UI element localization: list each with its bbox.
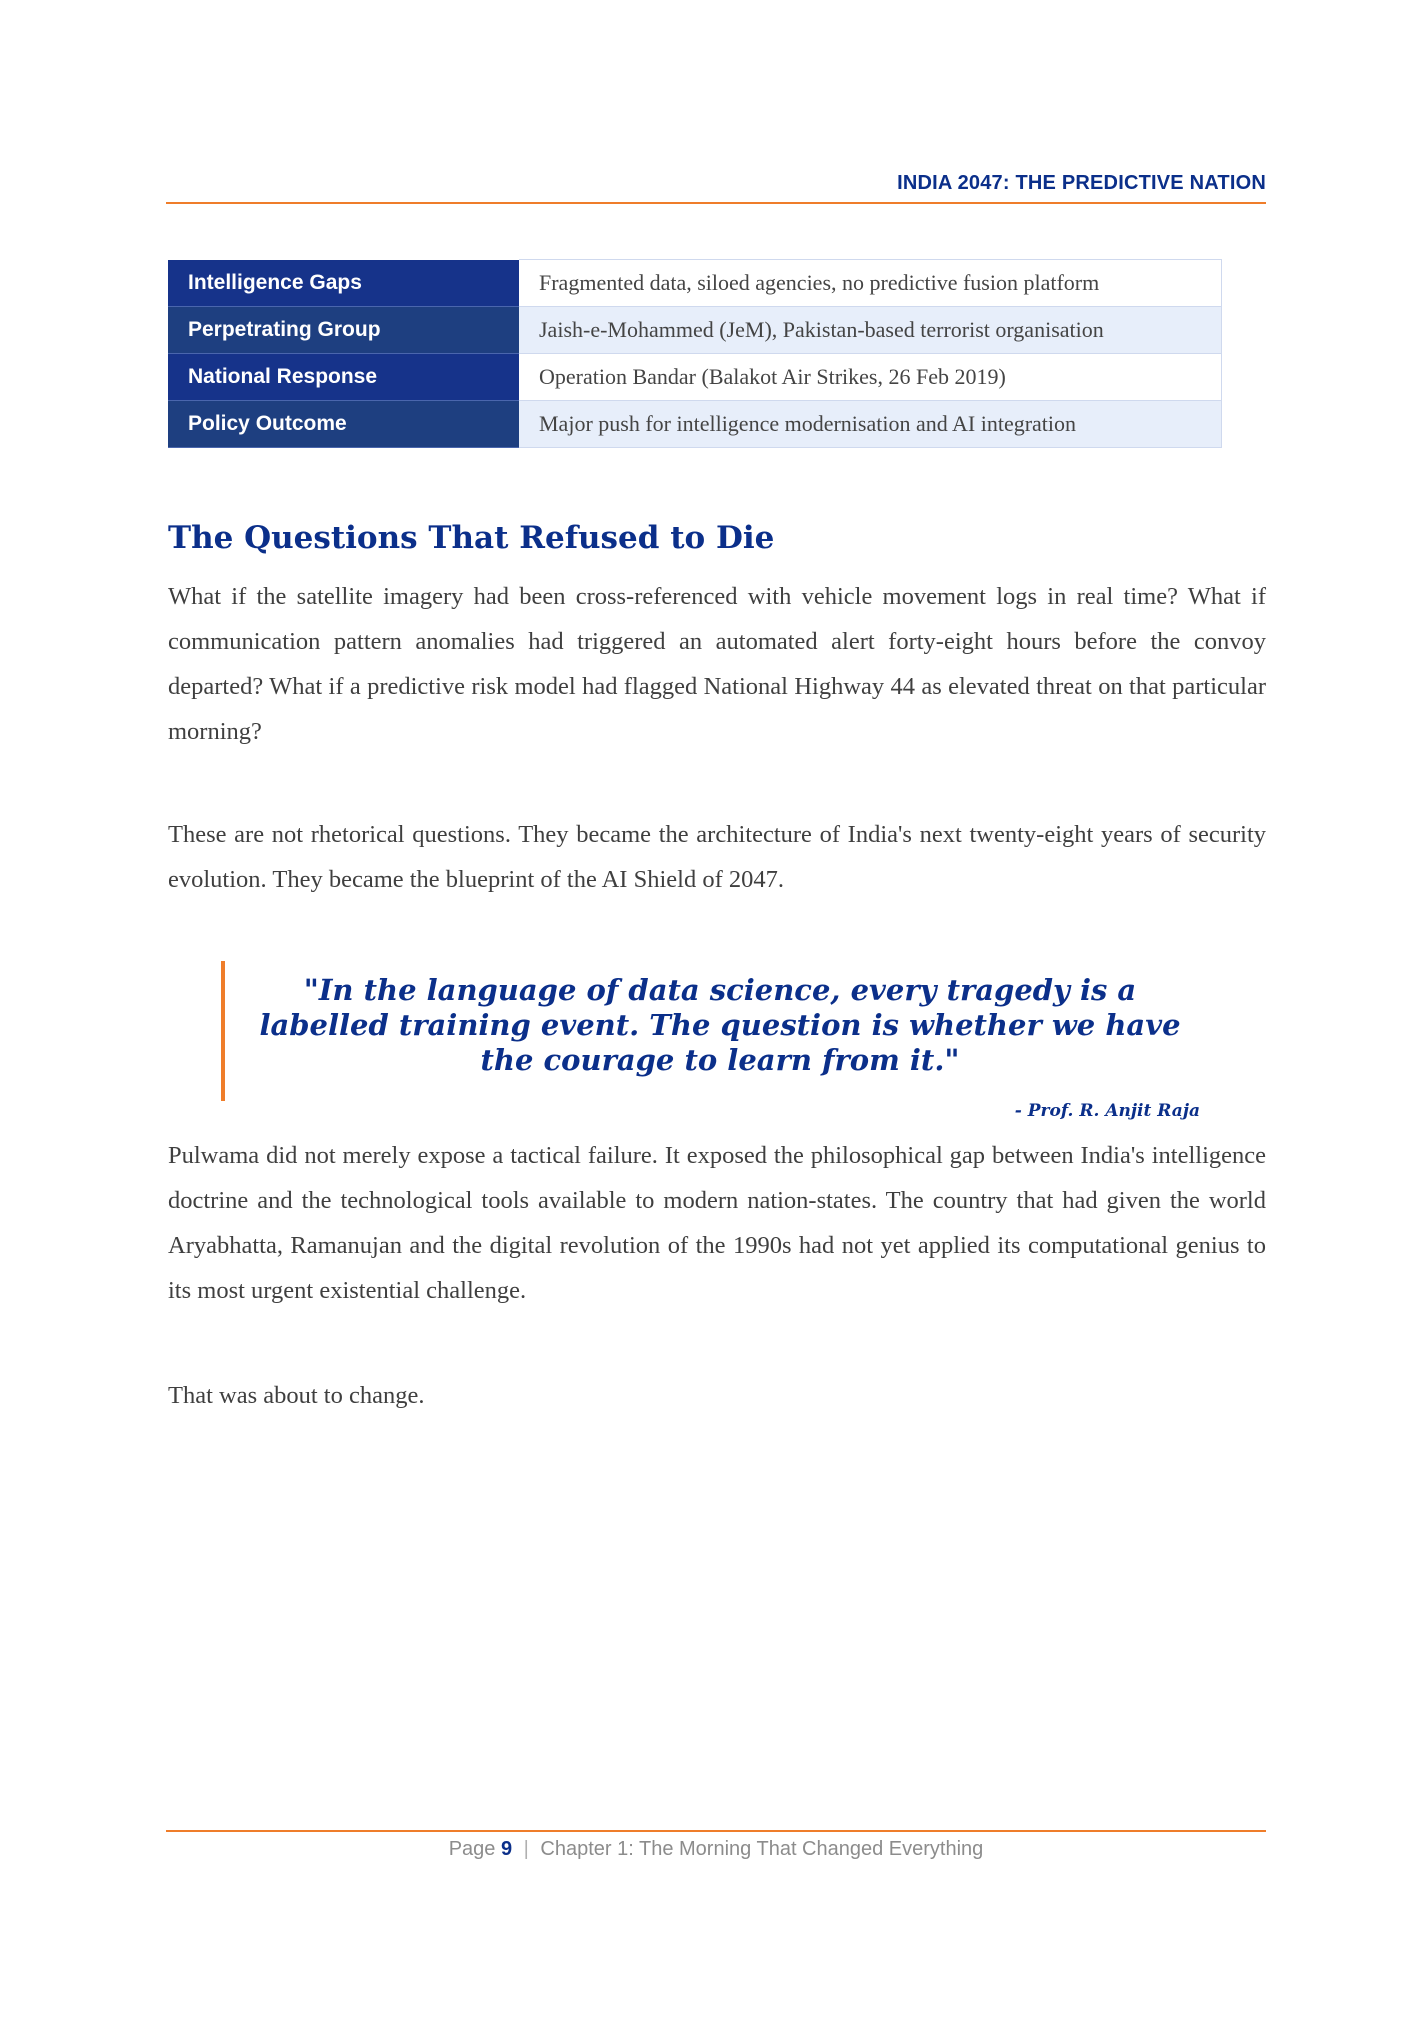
body-paragraph: These are not rhetorical questions. They became the architecture of India's next twenty-eight years of security evolution. They became the blueprint of the AI Shield of 2047. (168, 821, 1266, 893)
chapter-title: Chapter 1: The Morning That Changed Everything (540, 1838, 984, 1860)
body-paragraph: That was about to change. (168, 1382, 425, 1409)
table-row-label: Intelligence Gaps (168, 260, 519, 307)
running-header-title: INDIA 2047: THE PREDICTIVE NATION (897, 172, 1266, 194)
body-paragraph: Pulwama did not merely expose a tactical failure. It exposed the philosophical gap between India's intelligence doctrine and the technological tools available to modern nation-states. The country that had given the world Aryabhatta, Ramanujan and the digital revolution of the 1990s had not yet applied its computational genius to its most urgent existential challenge. (168, 1142, 1266, 1304)
incident-summary-table (168, 259, 1222, 448)
table-row (168, 354, 1222, 401)
section-heading: The Questions That Refused to Die (168, 520, 775, 556)
table-row-label: National Response (168, 354, 519, 401)
table-row-label: Policy Outcome (168, 401, 519, 448)
table-row-value: Major push for intelligence modernisation and AI integration (519, 401, 1222, 448)
table-row (168, 401, 1222, 448)
table-row-label: Perpetrating Group (168, 307, 519, 354)
table-row-value: Jaish-e-Mohammed (JeM), Pakistan-based terrorist organisation (519, 307, 1222, 354)
footer-divider (166, 1830, 1266, 1832)
body-paragraph: What if the satellite imagery had been cross-referenced with vehicle movement logs in real time? What if communication pattern anomalies had triggered an automated alert forty-eight hours before the convoy departed? What if a predictive risk model had flagged National Highway 44 as elevated threat on that particular morning? (168, 583, 1266, 745)
pull-quote-bar (221, 961, 225, 1101)
pull-quote-attribution: - Prof. R. Anjit Raja (1014, 1101, 1200, 1121)
page-label: Page (448, 1838, 496, 1860)
table-row-value: Operation Bandar (Balakot Air Strikes, 26 Feb 2019) (519, 354, 1222, 401)
pull-quote: "In the language of data science, every tragedy is a labelled training event. The question is whether we have the courage to learn from it." (259, 973, 1181, 1077)
table-row (168, 307, 1222, 354)
header-divider (166, 202, 1266, 204)
page-number: 9 (500, 1838, 513, 1860)
page-footer (166, 1838, 1266, 1861)
table-row (168, 260, 1222, 307)
footer-separator: | (523, 1838, 529, 1860)
table-row-value: Fragmented data, siloed agencies, no predictive fusion platform (519, 260, 1222, 307)
